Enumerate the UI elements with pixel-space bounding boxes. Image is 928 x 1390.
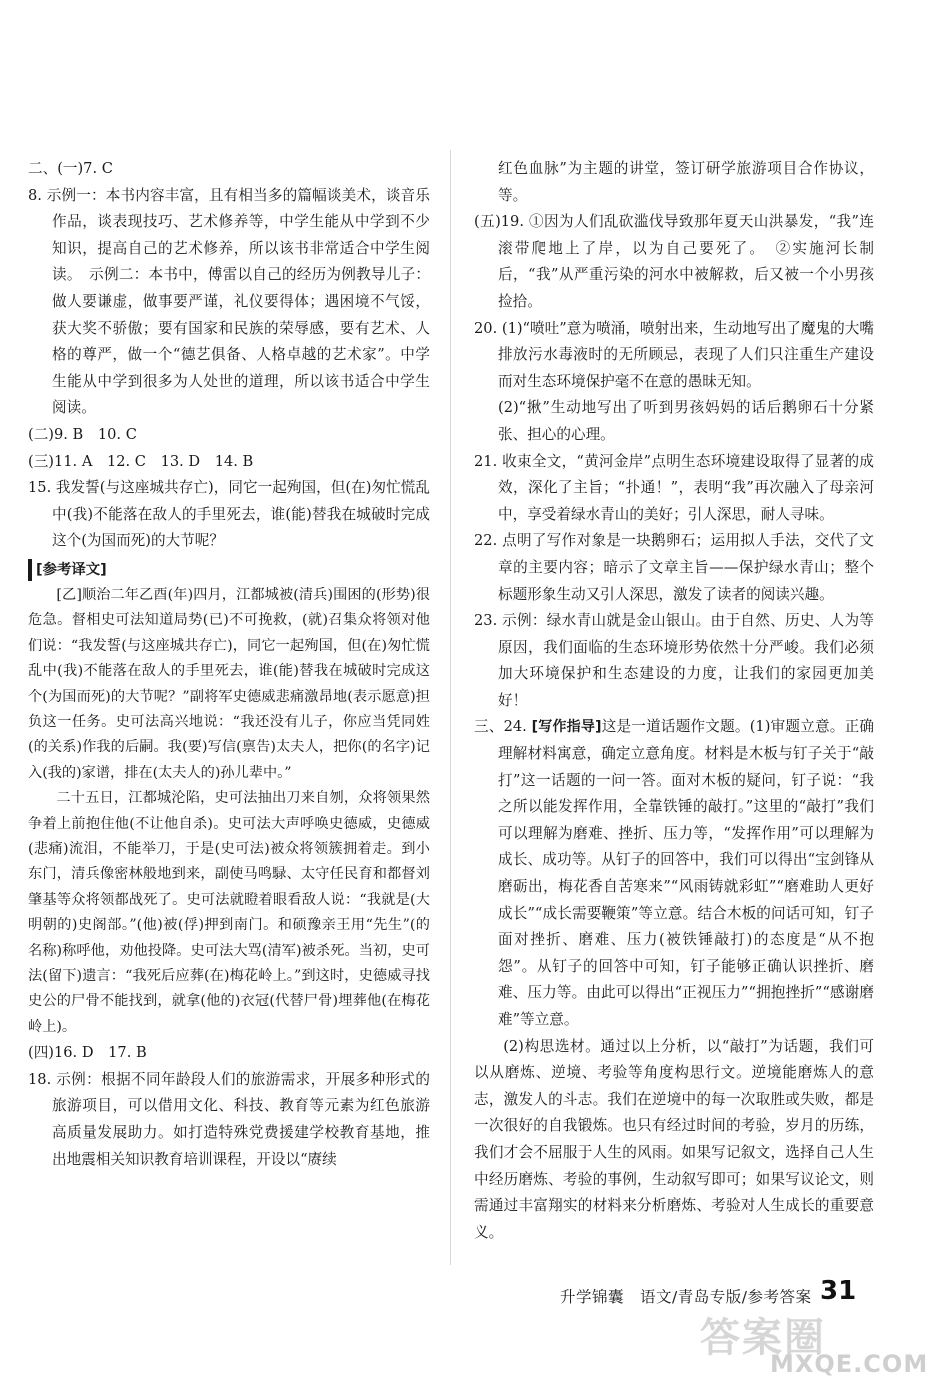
page-number: 31 [820,1276,857,1306]
answer-q24-material-selection: (2)构思选材。通过以上分析，以“敲打”为话题，我们可以从磨炼、逆境、考验等角度构思行文。逆境能磨炼人的意志，激发人的斗志。我们在逆境中的每一次取胜或失败，都是一次很好的自我锻炼。也只有经过时间的考验，岁月的历练，我们才会不屈服于人生的风雨。如果写记叙文，选择自己人生中经历磨炼、考验的事例，生动叙写即可；如果写议论文，则需通过丰富翔实的材料来分析磨炼、考验对人生成长的重要意义。 [474,1037,874,1241]
translation-paragraph-1: [乙]顺治二年乙酉(年)四月，江都城被(清兵)围困的(形势)很危急。督相史可法知道局势(已)不可挽救，(就)召集众将领对他们说：“我发誓(与这座城共存亡)，同它一起殉国，但(在)匆忙慌乱中(我)不能落在敌人的手里死去，谁(能)替我在城破时完成这个(为国而死)的大节呢？”副将军史德威悲痛激昂地(表示愿意)担负这一任务。史可法高兴地说：“我还没有儿子，你应当凭同姓(的关系)作我的后嗣。我(要)写信(禀告)太夫人，把你(的名字)记入(我的)家谱，排在(太夫人的)孙儿辈中。” [28,586,430,781]
reference-translation-label: 参考译文 [42,561,101,578]
answer-q18-continued: 红色血脉”为主题的讲堂，签订研学旅游项目合作协议，等。 [498,160,874,204]
answer-q19: (五)19. ①因为人们乱砍滥伐导致那年夏天山洪暴发，“我”连滚带爬地上了岸，以为自己要死了。 ②实施河长制后，“我”从严重污染的河水中被解救，后又被一个小男孩捡拾。 [474,213,874,310]
answer-q20-2: (2)“揪”生动地写出了听到男孩妈妈的话后鹅卵石十分紧张、担心的心理。 [498,399,874,443]
answer-q18: 18. 示例：根据不同年龄段人们的旅游需求，开展多种形式的旅游项目，可以借用文化、科技、教育等元素为红色旅游高质量发展助力。如打造特殊党费援建学校教育基地，推出地震相关知识教育培训课程，开设以“赓续 [28,1070,430,1168]
answer-q24-writing-guide [474,714,874,1033]
answer-q20-1: 20. (1)“喷吐”意为喷涌，喷射出来，生动地写出了魔鬼的大嘴排放污水毒液时的无所顾忌，表现了人们只注重生产建设而对生态环境保护毫不在意的愚昧无知。 [474,319,874,390]
reference-translation-heading: [参考译文] [28,559,111,581]
footer-book-title: 升学锦囊 语文/青岛专版/参考答案 [560,1288,812,1306]
watermark-url: MXQE.COM [770,1350,928,1378]
writing-guide-text: 这是一道话题作文题。(1)审题立意。正确理解材料寓意，确定立意角度。材料是木板与钉子关于“敲打”这一话题的一问一答。面对木板的疑问，钉子说：“我之所以能发挥作用，全靠铁锤的敲打。”这里的“敲打”我们可以理解为磨难、挫折、压力等，“发挥作用”可以理解为成长、成功等。从钉子的回答中，我们可以得出“宝剑锋从磨砺出，梅花香自苦寒来”“风雨铸就彩虹”“磨难助人更好成长”“成长需要鞭策”等立意。结合木板的问话可知，钉子面对挫折、磨难、压力(被铁锤敲打)的态度是“从不抱怨”。从钉子的回答中可知，钉子能够正确认识挫折、磨难、压力等。由此可以得出“正视压力”“拥抱挫折”“感谢磨难”等立意。 [498,718,874,1028]
watermark-logo: 答案圈 [700,1315,826,1361]
writing-guide-tag: [写作指导] [531,719,602,736]
answer-q11-14: (三)11. A 12. C 13. D 14. B [28,452,254,470]
answer-q21: 21. 收束全文，“黄河金岸”点明生态环境建设取得了显著的成效，深化了主旨；“扑通！”，表明“我”再次融入了母亲河中，享受着绿水青山的美好；引人深思，耐人寻味。 [474,452,874,523]
answer-q9-10: (二)9. B 10. C [28,425,137,443]
column-divider [450,150,451,1265]
translation-paragraph-2: 二十五日，江都城沦陷，史可法抽出刀来自刎，众将领果然争着上前抱住他(不让他自杀)。史可法大声呼唤史德威，史德威(悲痛)流泪，不能举刀，于是(史可法)被众将领簇拥着走。到小东门，清兵像密林般地到来，副使马鸣騄、太守任民育和都督刘肇基等众将领都战死了。史可法就瞪着眼看敌人说：“我就是(大明朝的)史阁部。”(他)被(俘)押到南门。和硕豫亲王用“先生”(的名称)称呼他，劝他投降。史可法大骂(清军)被杀死。当初，史可法(留下)遗言：“我死后应葬(在)梅花岭上。”到这时，史德威寻找史公的尸骨不能找到，就拿(他的)衣冠(代替尸骨)埋葬他(在梅花岭上)。 [28,790,430,1035]
answer-q15: 15. 我发誓(与这座城共存亡)，同它一起殉国，但(在)匆忙慌乱中(我)不能落在敌人的手里死去，谁(能)替我在城破时完成这个(为国而死)的大节呢？ [28,479,430,550]
answer-q22: 22. 点明了写作对象是一块鹅卵石；运用拟人手法，交代了文章的主要内容；暗示了文章主旨——保护绿水青山；整个标题形象生动又引人深思，激发了读者的阅读兴趣。 [474,532,874,603]
answer-section-2-q7: 二、(一)7. C [28,160,113,177]
answer-q8: 8. 示例一：本书内容丰富，且有相当多的篇幅谈美术，谈音乐作品，谈表现技巧、艺术修养等，中学生能从中学到不少知识，提高自己的艺术修养，所以该书非常适合中学生阅读。 示例二：本书中，傅雷以自己的经历为例教导儿子：做人要谦虚，做事要严谨，礼仪要得体；遇困境不气馁，获大奖不骄傲；要有国家和民族的荣辱感，要有艺术、人格的尊严，做一个“德艺俱备、人格卓越的艺术家”。中学生能从中学到很多为人处世的道理，所以该书适合中学生阅读。 [28,186,430,417]
right-column [474,156,874,1246]
answer-q23: 23. 示例：绿水青山就是金山银山。由于自然、历史、人为等原因，我们面临的生态环境形势依然十分严峻。我们必须加大环境保护和生态建设的力度，让我们的家园更加美好！ [474,612,874,709]
answer-q16-17: (四)16. D 17. B [28,1044,147,1062]
q24-number: 三、24. [474,718,532,736]
left-column [28,156,430,1173]
